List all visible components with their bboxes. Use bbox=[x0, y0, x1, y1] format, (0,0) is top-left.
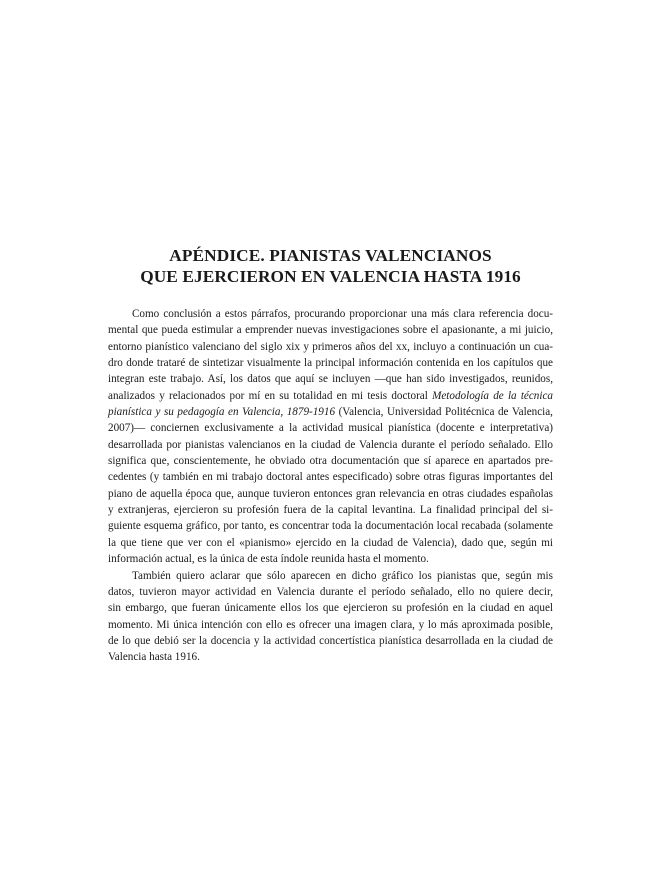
text-line: 2007)— conciernen exclusivamente a la actividad musical pianística (docente e interpretativa) bbox=[108, 422, 553, 435]
text-line: significa que, conscientemente, he obviado otra documentación que sí aparece en apartados pre- bbox=[108, 455, 553, 468]
thesis-title-part-2: pianística y su pedagogía en Valencia, 1879-1916 bbox=[108, 406, 336, 419]
text-segment: (Valencia, Universidad Politécnica de Valencia, bbox=[338, 406, 553, 419]
text-line: y extranjeras, ejercieron su profesión fuera de la capital levantina. La finalidad principal del si- bbox=[108, 504, 553, 517]
text-line bbox=[108, 404, 553, 420]
text-line: También quiero aclarar que sólo aparecen en dicho gráfico los pianistas que, según mis bbox=[132, 569, 553, 582]
text-line: Como conclusión a estos párrafos, procurando proporcionar una más clara referencia docu- bbox=[132, 308, 553, 320]
text-line: guiente esquema gráfico, por tanto, es concentrar toda la documentación local recabada (solamente bbox=[108, 520, 553, 533]
text-line: dro donde trataré de sintetizar visualmente la principal información contenida en los capítulos que bbox=[108, 357, 553, 370]
text-line: momento. Mi única intención con ello es ofrecer una imagen clara, y lo más aproximada posible, bbox=[108, 618, 553, 631]
thesis-title-part-1: Metodología de la técnica bbox=[432, 389, 553, 402]
text-segment: analizados y relacionados por mí en su totalidad en mi tesis doctoral bbox=[108, 389, 428, 402]
text-line: cedentes (y también en mi trabajo doctoral antes especificado) sobre otras figuras importantes del bbox=[108, 471, 553, 484]
page-title bbox=[108, 245, 553, 287]
title-line-1: APÉNDICE. PIANISTAS VALENCIANOS bbox=[169, 246, 492, 265]
text-line: integran este trabajo. Así, los datos que aquí se incluyen —que han sido investigados, reunidos, bbox=[108, 373, 553, 386]
text-line: de lo que debió ser la docencia y la actividad concertística pianística desarrollada en la ciudad de bbox=[108, 634, 553, 647]
text-line: datos, tuvieron mayor actividad en Valencia durante el período señalado, ello no quiere decir, bbox=[108, 585, 553, 598]
title-line-2: QUE EJERCIERON EN VALENCIA HASTA 1916 bbox=[140, 267, 521, 286]
text-line: la que tiene que ver con el «pianismo» ejercido en la ciudad de Valencia), dado que, según mi bbox=[108, 536, 553, 549]
text-line: desarrollada por pianistas valencianos en la ciudad de Valencia durante el período señalado. Ello bbox=[108, 438, 553, 451]
text-line: piano de aquella época que, aunque tuvieron entonces gran relevancia en otras ciudades españolas bbox=[108, 487, 553, 500]
body-text bbox=[108, 306, 553, 666]
paragraph-2 bbox=[108, 568, 553, 666]
text-line: mental que pueda estimular a emprender nuevas investigaciones sobre el apasionante, a mi juicio, bbox=[108, 324, 553, 337]
text-line: sin embargo, que fueran únicamente ellos los que ejercieron su profesión en la ciudad en aquel bbox=[108, 602, 553, 615]
text-line: información actual, es la única de esta índole reunida hasta el momento. bbox=[108, 553, 429, 566]
text-line: entorno pianístico valenciano del siglo xix y primeros años del xx, incluyo a continuación un cua- bbox=[108, 340, 553, 353]
paragraph-1 bbox=[108, 306, 553, 568]
text-line: Valencia hasta 1916. bbox=[108, 651, 200, 664]
text-line bbox=[108, 388, 553, 404]
